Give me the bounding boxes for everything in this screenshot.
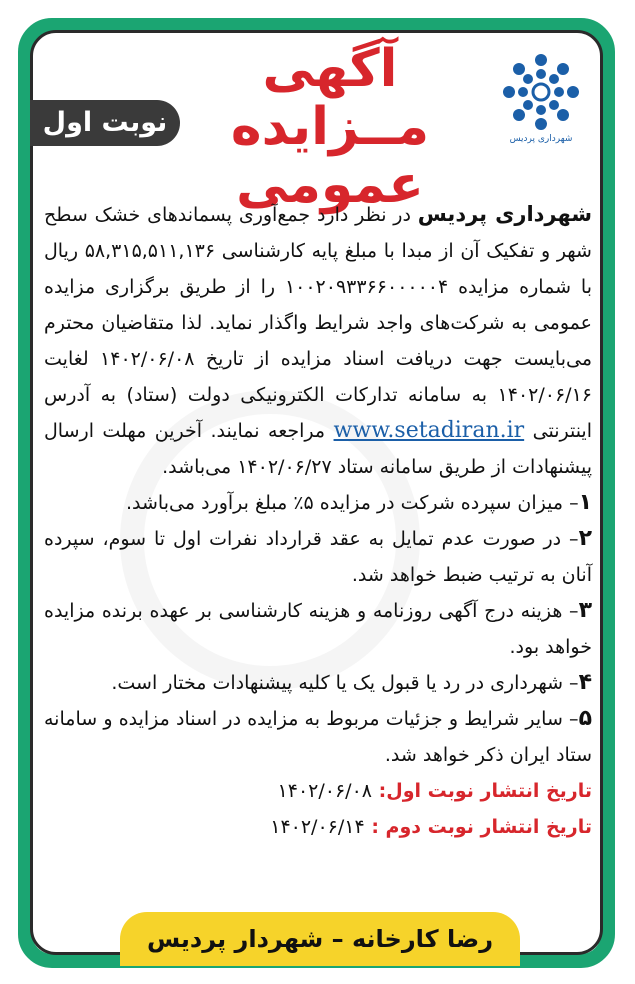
list-item xyxy=(44,521,592,593)
notice-body xyxy=(44,196,592,845)
item-text: – سایر شرایط و جزئیات مربوط به مزایده در اسناد مزایده و سامانه ستاد ایران ذکر خواهد شد. xyxy=(44,708,592,766)
item-number: ۲ xyxy=(578,526,592,551)
list-item xyxy=(44,665,592,701)
item-text: – میزان سپرده شرکت در مزایده ۵٪ مبلغ برآورد می‌باشد. xyxy=(126,492,579,514)
title-line-2: عمومی xyxy=(236,155,424,215)
item-number: ۴ xyxy=(578,670,592,695)
page-title xyxy=(170,40,490,214)
item-text: – در صورت عدم تمایل به عقد قرارداد نفرات اول تا سوم، سپرده آنان به ترتیب ضبط خواهد شد. xyxy=(44,528,592,586)
list-item xyxy=(44,593,592,665)
date2-value: ۱۴۰۲/۰۶/۱۴ xyxy=(270,816,365,838)
date2-label: تاریخ انتشار نوبت دوم : xyxy=(371,816,592,838)
outro-text: مراجعه نمایند. آخرین مهلت ارسال پیشنهادات از طریق سامانه ستاد ۱۴۰۲/۰۶/۲۷ می‌باشد. xyxy=(44,420,592,478)
item-number: ۵ xyxy=(578,706,592,731)
round-badge: نوبت اول xyxy=(30,100,180,146)
signature-banner: رضا کارخانه – شهردار پردیس xyxy=(120,912,520,966)
date-line-2 xyxy=(44,809,592,845)
logo xyxy=(496,52,586,172)
municipality-emblem-icon xyxy=(501,52,581,132)
item-text: – شهرداری در رد یا قبول یک یا کلیه پیشنهادات مختار است. xyxy=(111,672,579,694)
list-item xyxy=(44,701,592,773)
item-text: – هزینه درج آگهی روزنامه و هزینه کارشناسی بر عهده برنده مزایده خواهد بود. xyxy=(44,600,592,658)
date1-label: تاریخ انتشار نوبت اول: xyxy=(378,780,592,802)
intro-text: در نظر دارد جمع‌آوری پسماندهای خشک سطح شهر و تفکیک آن از مبدا با مبلغ پایه کارشناسی ۵۸,۳۱۵,۵۱۱,۱۳۶ ریال با شماره مزایده ۱۰۰۲۰۹۳۳۶۶۰۰۰۰۰۴ را از طریق برگزاری مزایده عمومی به شرکت‌های واجد شرایط واگذار نماید. لذا متقاضیان محترم می‌بایست جهت دریافت اسناد مزایده از تاریخ ۱۴۰۲/۰۶/۰۸ لغایت ۱۴۰۲/۰۶/۱۶ به سامانه تدارکات الکترونیکی دولت (ستاد) به آدرس اینترنتی xyxy=(44,204,592,442)
logo-caption: شهرداری پردیس xyxy=(509,134,573,144)
item-number: ۱ xyxy=(578,490,592,515)
date1-value: ۱۴۰۲/۰۶/۰۸ xyxy=(277,780,372,802)
date-line-1 xyxy=(44,773,592,809)
title-line-1: آگهی مــزایده xyxy=(230,39,430,157)
setad-link[interactable]: www.setadiran.ir xyxy=(333,418,525,443)
list-item xyxy=(44,485,592,521)
org-name: شهرداری پردیس xyxy=(417,202,593,226)
publish-dates xyxy=(44,773,592,845)
notice-intro xyxy=(44,196,592,485)
item-number: ۳ xyxy=(578,598,592,623)
